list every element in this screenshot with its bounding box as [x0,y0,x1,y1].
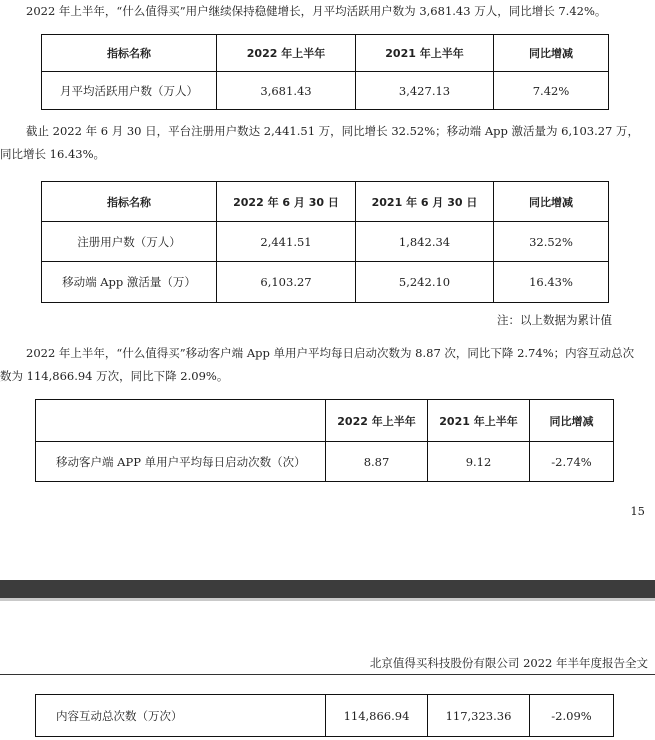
cell-indicator: 内容互动总次数（万次） [36,695,326,737]
header-yoy: 同比增减 [530,400,614,442]
cell-value: 7.42% [494,72,609,110]
cell-value: 1,842.34 [356,222,494,262]
header-2022-h1: 2022 年上半年 [326,400,428,442]
table-header-row [36,400,614,442]
header-indicator: 指标名称 [42,35,217,72]
cumulative-note: 注：以上数据为累计值 [497,313,612,327]
page-break-separator [0,580,655,598]
header-2021-h1: 2021 年上半年 [356,35,494,72]
cell-value: 6,103.27 [217,262,356,303]
table-header-row [42,35,609,72]
table-row [36,695,614,737]
table-row [42,262,609,303]
table-row [42,72,609,110]
table-row [36,442,614,482]
cell-value: -2.74% [530,442,614,482]
cell-value: 32.52% [494,222,609,262]
cell-indicator: 移动客户端 APP 单用户平均每日启动次数（次） [36,442,326,482]
running-header: 北京值得买科技股份有限公司 2022 年半年度报告全文 [369,656,648,670]
table-registered-users [41,181,609,303]
paragraph-active-users: 2022 年上半年，“什么值得买”用户继续保持稳健增长，月平均活跃用户数为 3,681.43 万人，同比增长 7.42%。 [26,4,607,18]
cell-indicator: 月平均活跃用户数（万人） [42,72,217,110]
cell-value: -2.09% [530,695,614,737]
paragraph-app-launches: 2022 年上半年，“什么值得买”移动客户端 App 单用户平均每日启动次数为 8.87 次，同比下降 2.74%；内容互动总次数为 114,866.94 万次，同比下降 2.09%。 [0,346,635,383]
header-2021-h1: 2021 年上半年 [428,400,530,442]
header-yoy: 同比增减 [494,182,609,222]
header-rule [0,674,655,675]
cell-indicator: 注册用户数（万人） [42,222,217,262]
table-header-row [42,182,609,222]
cell-value: 117,323.36 [428,695,530,737]
cell-indicator: 移动端 App 激活量（万） [42,262,217,303]
header-indicator: 指标名称 [42,182,217,222]
table-row [42,222,609,262]
cell-value: 2,441.51 [217,222,356,262]
header-yoy: 同比增减 [494,35,609,72]
table-app-launches [35,399,614,482]
header-2021-jun30: 2021 年 6 月 30 日 [356,182,494,222]
cell-value: 5,242.10 [356,262,494,303]
page-number: 15 [630,504,645,518]
cell-value: 16.43% [494,262,609,303]
header-empty [36,400,326,442]
table-active-users [41,34,609,110]
header-2022-jun30: 2022 年 6 月 30 日 [217,182,356,222]
table-content-interactions [35,694,614,737]
cell-value: 3,681.43 [217,72,356,110]
page-break-shadow [0,598,655,601]
cell-value: 9.12 [428,442,530,482]
header-2022-h1: 2022 年上半年 [217,35,356,72]
cell-value: 8.87 [326,442,428,482]
cell-value: 3,427.13 [356,72,494,110]
cell-value: 114,866.94 [326,695,428,737]
paragraph-registered-users: 截止 2022 年 6 月 30 日，平台注册用户数达 2,441.51 万，同比增长 32.52%；移动端 App 激活量为 6,103.27 万，同比增长 16.43%。 [0,124,640,161]
